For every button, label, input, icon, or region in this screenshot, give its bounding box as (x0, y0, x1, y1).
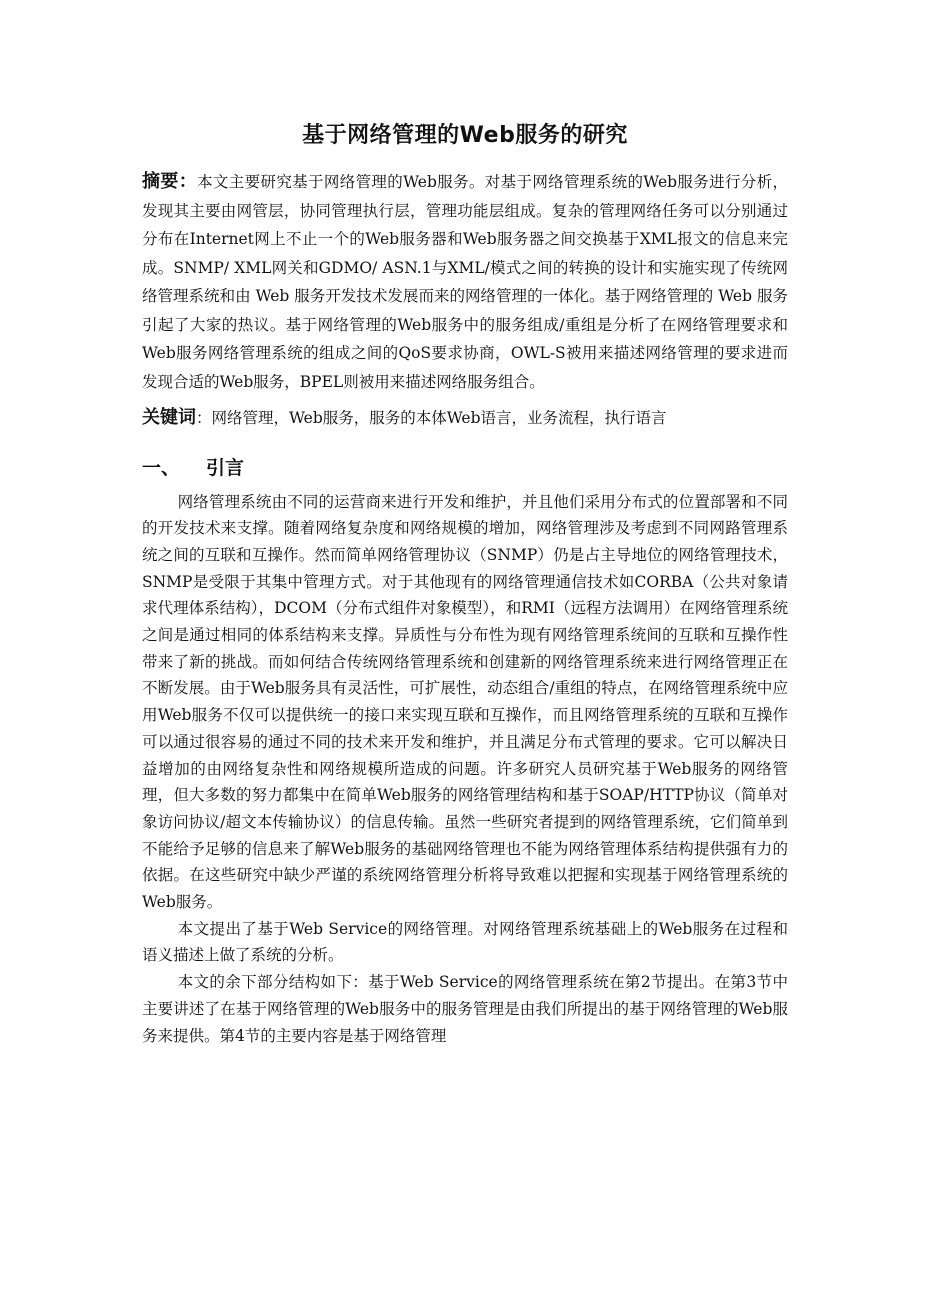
section-title: 引言 (206, 456, 245, 479)
body-paragraph: 本文提出了基于Web Service的网络管理。对网络管理系统基础上的Web服务在过程和语义描述上做了系统的分析。 (142, 919, 788, 965)
body-paragraph: 网络管理系统由不同的运营商来进行开发和维护，并且他们采用分布式的位置部署和不同的开发技术来支撑。随着网络复杂度和网络规模的增加，网络管理涉及考虑到不同网路管理系统之间的互联和互操作。然而简单网络管理协议（SNMP）仍是占主导地位的网络管理技术，SNMP是受限于其集中管理方式。对于其他现有的网络管理通信技术如CORBA（公共对象请求代理体系结构），DCOM（分布式组件对象模型），和RMI（远程方法调用）在网络管理系统之间是通过相同的体系结构来支撑。异质性与分布性为现有网络管理系统间的互联和互操作性带来了新的挑战。而如何结合传统网络管理系统和创建新的网络管理系统来进行网络管理正在不断发展。由于Web服务具有灵活性，可扩展性，动态组合/重组的特点，在网络管理系统中应用Web服务不仅可以提供统一的接口来实现互联和互操作，而且网络管理系统的互联和互操作可以通过很容易的通过不同的技术来开发和维护，并且满足分布式管理的要求。它可以解决日益增加的由网络复杂性和网络规模所造成的问题。许多研究人员研究基于Web服务的网络管理，但大多数的努力都集中在简单Web服务的网络管理结构和基于SOAP/HTTP协议（简单对象访问协议/超文本传输协议）的信息传输。虽然一些研究者提到的网络管理系统，它们简单到不能给予足够的信息来了解Web服务的基础网络管理也不能为网络管理体系结构提供强有力的依据。在这些研究中缺少严谨的系统网络管理分析将导致难以把握和实现基于网络管理系统的Web服务。 (142, 492, 788, 912)
section-number: 一、 (142, 456, 181, 479)
document-page (142, 118, 788, 1049)
keywords-text: ：网络管理，Web服务，服务的本体Web语言，业务流程，执行语言 (196, 409, 667, 427)
body-paragraph: 本文的余下部分结构如下：基于Web Service的网络管理系统在第2节提出。在第3节中主要讲述了在基于网络管理的Web服务中的服务管理是由我们所提出的基于网络管理的Web服务来提供。第4节的主要内容是基于网络管理 (142, 973, 788, 1045)
abstract (142, 168, 788, 396)
keywords (142, 404, 788, 433)
abstract-label: 摘要： (142, 171, 198, 192)
keywords-label: 关键词 (142, 407, 196, 428)
paper-title: 基于网络管理的Web服务的研究 (302, 123, 628, 148)
abstract-text: 本文主要研究基于网络管理的Web服务。对基于网络管理系统的Web服务进行分析，发现其主要由网管层，协同管理执行层，管理功能层组成。复杂的管理网络任务可以分别通过分布在Internet网上不止一个的Web服务器和Web服务器之间交换基于XML报文的信息来完成。SNMP/ XML网关和GDMO/ ASN.1与XML/模式之间的转换的设计和实施实现了传统网络管理系统和由 Web 服务开发技术发展而来的网络管理的一体化。基于网络管理的 Web 服务引起了大家的热议。基于网络管理的Web服务中的服务组成/重组是分析了在网络管理要求和Web服务网络管理系统的组成之间的QoS要求协商，OWL-S被用来描述网络管理的要求进而发现合适的Web服务，BPEL则被用来描述网络服务组合。 (142, 173, 789, 391)
section-heading-introduction (142, 453, 788, 483)
